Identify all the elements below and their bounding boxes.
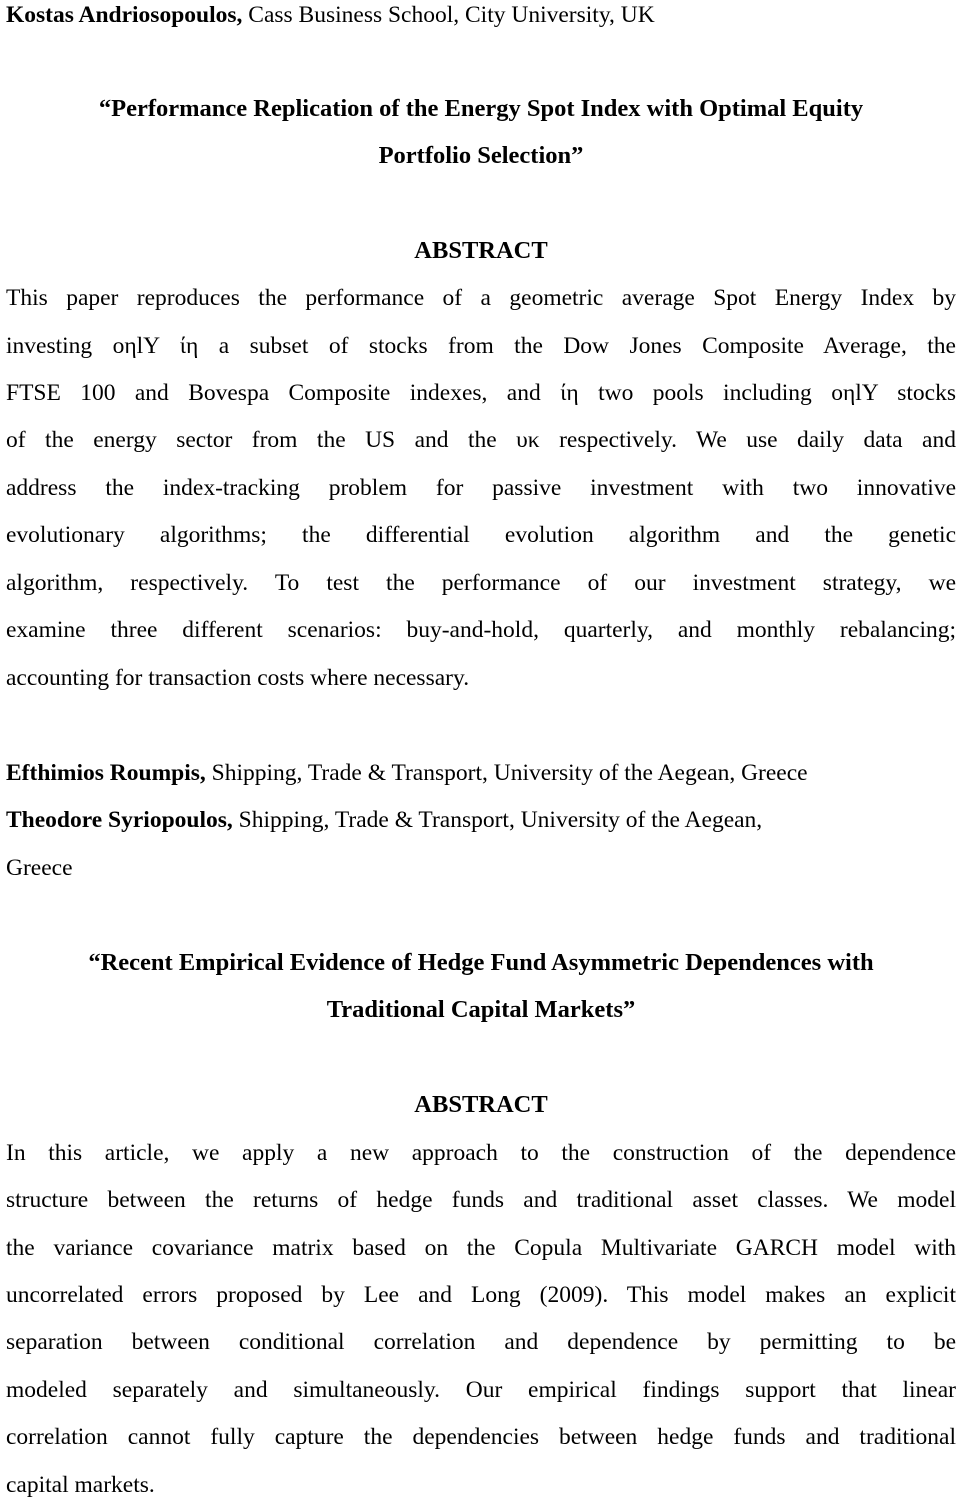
paper2-author-1-affiliation: Shipping, Trade & Transport, University of the Aegean, Greece [205,760,808,786]
paper1-abstract-line: examine three different scenarios: buy-and-hold, quarterly, and monthly rebalancing; [6,617,956,643]
paper1-abstract-line: of the energy sector from the US and the υκ respectively. We use daily data and [6,427,956,453]
paper1-author-affiliation: Cass Business School, City University, UK [242,2,655,28]
paper1-abstract-line: FTSE 100 and Bovespa Composite indexes, and ίη two pools including οηlY stocks [6,380,956,406]
paper2-author-2-affiliation: Shipping, Trade & Transport, University of the Aegean, [232,807,763,833]
paper2-title-line-1: “Recent Empirical Evidence of Hedge Fund Asymmetric Dependences with [88,949,874,976]
paper2-abstract-line: correlation cannot fully capture the dependencies between hedge funds and traditional [6,1424,956,1450]
paper1-abstract-line: evolutionary algorithms; the differential evolution algorithm and the genetic [6,522,956,548]
paper1-abstract-heading: ABSTRACT [414,237,548,264]
paper2-abstract-line: uncorrelated errors proposed by Lee and Long (2009). This model makes an explicit [6,1282,956,1308]
paper2-author-line-2 [6,805,956,835]
paper1-abstract-line: This paper reproduces the performance of a geometric average Spot Energy Index by [6,285,956,311]
paper1-title-line-1: “Performance Replication of the Energy Spot Index with Optimal Equity [98,95,864,122]
paper1-abstract-line: algorithm, respectively. To test the performance of our investment strategy, we [6,570,956,596]
paper2-abstract-line: the variance covariance matrix based on the Copula Multivariate GARCH model with [6,1235,956,1261]
paper2-abstract-line: structure between the returns of hedge funds and traditional asset classes. We model [6,1187,956,1213]
paper1-author-name: Kostas Andriosopoulos, [6,2,243,28]
paper2-abstract-heading: ABSTRACT [414,1091,548,1118]
paper2-author-1-name: Efthimios Roumpis, [6,760,206,786]
paper2-abstract-line-last: capital markets. [6,1472,155,1498]
paper1-abstract-line: investing οηlY ίη a subset of stocks from the Dow Jones Composite Average, the [6,333,956,359]
paper1-abstract-line-last: accounting for transaction costs where necessary. [6,665,470,691]
paper2-author-2-name: Theodore Syriopoulos, [6,807,233,833]
paper2-author-continuation: Greece [6,855,73,881]
paper2-title-line-2: Traditional Capital Markets” [326,996,636,1023]
paper2-abstract-line: modeled separately and simultaneously. Our empirical findings support that linear [6,1377,956,1403]
paper1-author-line [6,0,956,30]
paper1-abstract-line: address the index-tracking problem for passive investment with two innovative [6,475,956,501]
paper2-abstract-line: In this article, we apply a new approach to the construction of the dependence [6,1140,956,1166]
paper2-abstract-line: separation between conditional correlation and dependence by permitting to be [6,1329,956,1355]
paper1-title-line-2: Portfolio Selection” [378,142,584,169]
paper2-author-line-1 [6,758,956,788]
